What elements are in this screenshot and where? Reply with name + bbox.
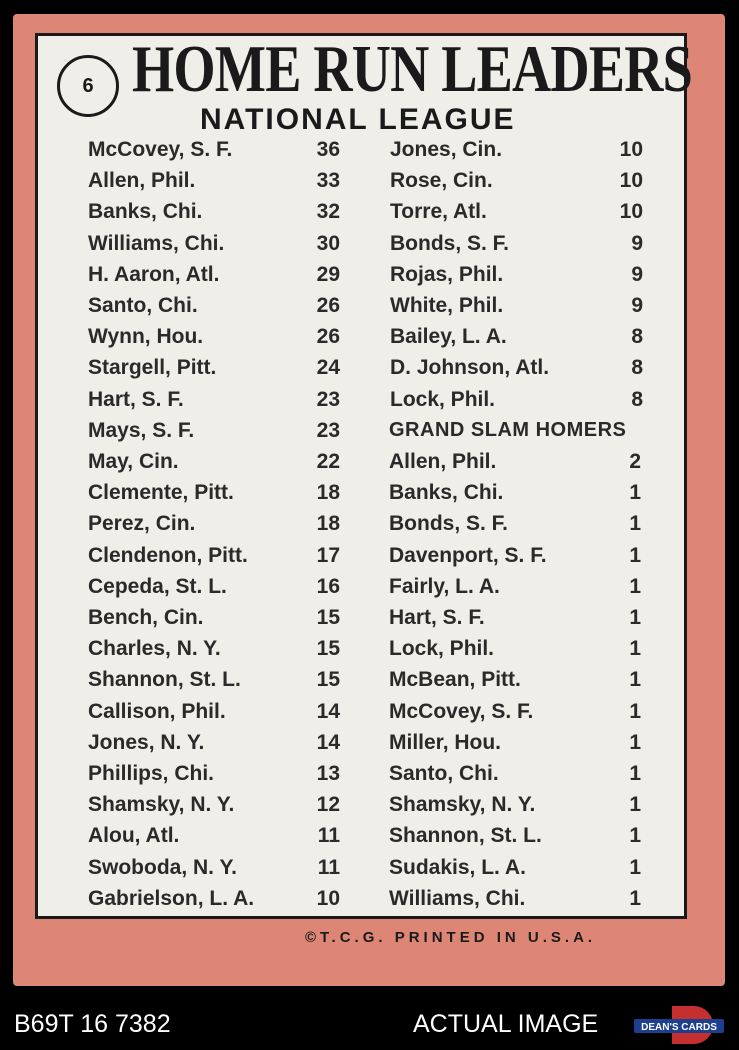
player-name: Shamsky, N. Y. (88, 793, 235, 817)
home-run-count: 1 (629, 512, 641, 536)
home-run-count: 9 (631, 231, 643, 255)
home-run-count: 30 (316, 231, 340, 255)
leader-row-left (0, 415, 739, 446)
grand-slam-row (0, 571, 739, 602)
player-name: Banks, Chi. (389, 481, 504, 505)
grand-slam-row (0, 852, 739, 883)
home-run-count: 1 (629, 824, 641, 848)
leader-row-right (0, 321, 739, 352)
copyright-line: ©T.C.G. PRINTED IN U.S.A. (305, 929, 597, 946)
home-run-count: 26 (316, 294, 340, 317)
home-run-count: 15 (316, 668, 340, 692)
player-name: Sudakis, L. A. (389, 855, 526, 879)
player-name: Rojas, Phil. (390, 262, 504, 286)
player-name: Shannon, St. L. (389, 824, 542, 848)
player-name: Williams, Chi. (389, 886, 526, 910)
grand-slam-row (0, 789, 739, 820)
player-name: Banks, Chi. (88, 200, 203, 224)
player-name: Clemente, Pitt. (88, 481, 234, 505)
player-name: Phillips, Chi. (88, 762, 215, 785)
home-run-count: 22 (316, 450, 340, 473)
card-number: 6 (57, 55, 119, 117)
home-run-count: 1 (629, 668, 641, 692)
home-run-count: 10 (619, 138, 643, 161)
player-name: Hart, S. F. (88, 387, 184, 411)
grand-slam-row (0, 696, 739, 727)
home-run-count: 1 (629, 793, 641, 817)
player-name: Fairly, L. A. (389, 574, 500, 598)
home-run-count: 16 (316, 574, 340, 598)
home-run-count: 33 (316, 169, 340, 193)
grand-slam-row (0, 602, 739, 633)
home-run-count: 15 (316, 637, 340, 661)
grand-slam-row (0, 727, 739, 758)
leader-row-right (0, 196, 739, 227)
player-name: Callison, Phil. (88, 699, 226, 723)
home-run-count: 1 (629, 886, 641, 910)
home-run-count: 1 (629, 855, 641, 879)
card-title: HOME RUN LEADERS (132, 32, 692, 106)
home-run-count: 32 (316, 200, 340, 224)
home-run-count: 14 (316, 699, 340, 723)
leader-row-right (0, 228, 739, 259)
home-run-count: 15 (316, 606, 340, 629)
player-name: Hart, S. F. (389, 606, 485, 629)
player-name: McBean, Pitt. (389, 668, 521, 692)
home-run-count: 26 (316, 325, 340, 349)
leader-row-right (0, 352, 739, 383)
home-run-count: 10 (316, 886, 340, 910)
player-name: Charles, N. Y. (88, 637, 221, 661)
leader-row-right (0, 259, 739, 290)
player-name: Wynn, Hou. (88, 325, 204, 349)
grand-slam-row (0, 883, 739, 914)
catalog-id: B69T 16 7382 (14, 1010, 171, 1038)
home-run-count: 13 (316, 762, 340, 785)
home-run-count: 11 (317, 824, 340, 848)
player-name: Swoboda, N. Y. (88, 855, 237, 879)
player-name: Mays, S. F. (88, 418, 195, 442)
actual-image-label: ACTUAL IMAGE (413, 1010, 599, 1038)
home-run-count: 9 (631, 294, 643, 317)
player-name: Rose, Cin. (390, 169, 493, 193)
player-name: Lock, Phil. (390, 387, 496, 411)
leader-row-right (0, 290, 739, 321)
player-name: Jones, Cin. (390, 138, 503, 161)
home-run-count: 29 (316, 262, 340, 286)
logo-text: DEAN'S CARDS (641, 1022, 717, 1033)
leader-row-right (0, 134, 739, 165)
player-name: Allen, Phil. (389, 450, 497, 473)
home-run-count: 1 (629, 574, 641, 598)
grand-slam-row (0, 633, 739, 664)
home-run-count: 12 (316, 793, 340, 817)
home-run-count: 24 (316, 356, 340, 380)
player-name: Bonds, S. F. (390, 231, 510, 255)
player-name: Jones, N. Y. (88, 730, 205, 754)
grand-slam-header: GRAND SLAM HOMERS (389, 418, 627, 441)
home-run-count: 1 (629, 543, 641, 567)
home-run-count: 9 (631, 262, 643, 286)
home-run-count: 23 (316, 387, 340, 411)
player-name: White, Phil. (390, 294, 504, 317)
home-run-count: 14 (316, 730, 340, 754)
home-run-count: 1 (629, 481, 641, 505)
player-name: McCovey, S. F. (389, 699, 534, 723)
home-run-count: 10 (619, 169, 643, 193)
player-name: May, Cin. (88, 450, 179, 473)
leader-row-right (0, 384, 739, 415)
home-run-count: 1 (629, 699, 641, 723)
home-run-count: 1 (629, 637, 641, 661)
grand-slam-row (0, 758, 739, 789)
player-name: Williams, Chi. (88, 231, 225, 255)
card-subtitle: NATIONAL LEAGUE (200, 103, 516, 136)
player-name: Miller, Hou. (389, 730, 502, 754)
home-run-count: 18 (316, 481, 340, 505)
home-run-count: 11 (317, 855, 340, 879)
player-name: Torre, Atl. (390, 200, 487, 224)
home-run-count: 18 (316, 512, 340, 536)
home-run-count: 23 (316, 418, 340, 442)
player-name: D. Johnson, Atl. (390, 356, 550, 380)
grand-slam-row (0, 446, 739, 477)
player-name: Santo, Chi. (389, 762, 499, 785)
player-name: Alou, Atl. (88, 824, 180, 848)
player-name: Davenport, S. F. (389, 543, 547, 567)
player-name: Gabrielson, L. A. (88, 886, 255, 910)
home-run-count: 1 (629, 762, 641, 785)
home-run-count: 8 (631, 325, 643, 349)
player-name: Lock, Phil. (389, 637, 495, 661)
player-name: Shannon, St. L. (88, 668, 241, 692)
grand-slam-row (0, 540, 739, 571)
player-name: Perez, Cin. (88, 512, 196, 536)
player-name: Santo, Chi. (88, 294, 198, 317)
grand-slam-row (0, 477, 739, 508)
deans-cards-logo (632, 1004, 726, 1046)
home-run-count: 1 (629, 606, 641, 629)
player-name: Shamsky, N. Y. (389, 793, 536, 817)
grand-slam-row (0, 508, 739, 539)
player-name: Allen, Phil. (88, 169, 196, 193)
leader-row-right (0, 165, 739, 196)
home-run-count: 17 (316, 543, 340, 567)
home-run-count: 10 (619, 200, 643, 224)
grand-slam-row (0, 664, 739, 695)
home-run-count: 2 (629, 450, 641, 473)
home-run-count: 8 (631, 356, 643, 380)
player-name: Bailey, L. A. (390, 325, 507, 349)
home-run-count: 8 (631, 387, 643, 411)
player-name: Cepeda, St. L. (88, 574, 227, 598)
player-name: Stargell, Pitt. (88, 356, 217, 380)
grand-slam-row (0, 820, 739, 851)
player-name: McCovey, S. F. (88, 138, 233, 161)
player-name: Clendenon, Pitt. (88, 543, 248, 567)
home-run-count: 1 (629, 730, 641, 754)
player-name: Bonds, S. F. (389, 512, 509, 536)
player-name: Bench, Cin. (88, 606, 204, 629)
home-run-count: 36 (316, 138, 340, 161)
player-name: H. Aaron, Atl. (88, 262, 220, 286)
